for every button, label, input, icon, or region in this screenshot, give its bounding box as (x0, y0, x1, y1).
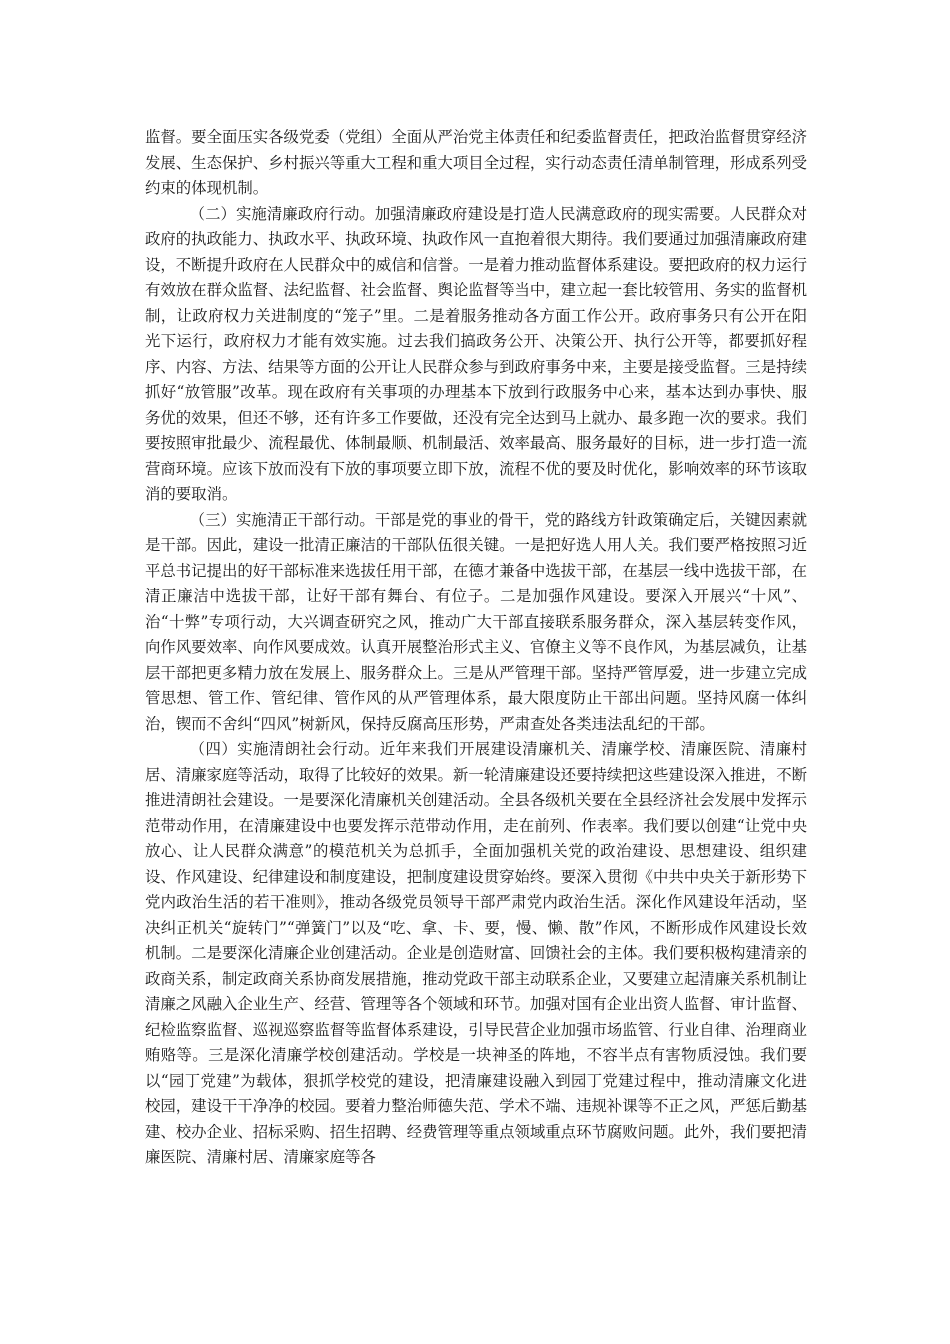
paragraph-clean-society: （四）实施清朗社会行动。近年来我们开展建设清廉机关、清廉学校、清廉医院、清廉村居、清廉家庭等活动，取得了比较好的效果。新一轮清廉建设还要持续把这些建设深入推进，不断推进清朗社会建设。一是要深化清廉机关创建活动。全县各级机关要在全县经济社会发展中发挥示范带动作用，在清廉建设中也要发挥示范带动作用，走在前列、作表率。我们要以创建“让党中央放心、让人民群众满意”的模范机关为总抓手，全面加强机关党的政治建设、思想建设、组织建设、作风建设、纪律建设和制度建设，把制度建设贯穿始终。要深入贯彻《中共中央关于新形势下党内政治生活的若干准则》，推动各级党员领导干部严肃党内政治生活。深化作风建设年活动，坚决纠正机关“旋转门”“弹簧门”以及“吃、拿、卡、要，慢、懒、散”作风，不断形成作风建设长效机制。二是要深化清廉企业创建活动。企业是创造财富、回馈社会的主体。我们要积极构建清亲的政商关系，制定政商关系协商发展措施，推动党政干部主动联系企业，又要建立起清廉关系机制让清廉之风融入企业生产、经营、管理等各个领域和环节。加强对国有企业出资人监督、审计监督、纪检监察监督、巡视巡察监督等监督体系建设，引导民营企业加强市场监管、行业自律、治理商业贿赂等。三是深化清廉学校创建活动。学校是一块神圣的阵地，不容半点有害物质浸蚀。我们要以“园丁党建”为载体，狠抓学校党的建设，把清廉建设融入到园丁党建过程中，推动清廉文化进校园，建设干干净净的校园。要着力整治师德失范、学术不端、违规补课等不正之风，严惩后勤基建、校办企业、招标采购、招生招聘、经费管理等重点领域重点环节腐败问题。此外，我们要把清廉医院、清廉村居、清廉家庭等各 (145, 740, 807, 1166)
paragraph-continuation: 监督。要全面压实各级党委（党组）全面从严治党主体责任和纪委监督责任，把政治监督贯穿经济发展、生态保护、乡村振兴等重大工程和重大项目全过程，实行动态责任清单制管理，形成系列受约束的体现机制。 (145, 128, 807, 197)
document-page (145, 125, 807, 1171)
paragraph-clean-government: （二）实施清廉政府行动。加强清廉政府建设是打造人民满意政府的现实需要。人民群众对政府的执政能力、执政水平、执政环境、执政作风一直抱着很大期待。我们要通过加强清廉政府建设，不断提升政府在人民群众中的威信和信誉。一是着力推动监督体系建设。要把政府的权力运行有效放在群众监督、法纪监督、社会监督、舆论监督等当中，建立起一套比较管用、务实的监督机制，让政府权力关进制度的“笼子”里。二是着服务推动各方面工作公开。政府事务只有公开在阳光下运行，政府权力才能有效实施。过去我们搞政务公开、决策公开、执行公开等，都要抓好程序、内容、方法、结果等方面的公开让人民群众参与到政府事务中来，主要是接受监督。三是持续抓好“放管服”改革。现在政府有关事项的办理基本下放到行政服务中心来，基本达到办事快、服务优的效果，但还不够，还有许多工作要做，还没有完全达到马上就办、最多跑一次的要求。我们要按照审批最少、流程最优、体制最顺、机制最活、效率最高、服务最好的目标，进一步打造一流营商环境。应该下放而没有下放的事项要立即下放，流程不优的要及时优化，影响效率的环节该取消的要取消。 (145, 204, 807, 503)
paragraph-clean-cadres: （三）实施清正干部行动。干部是党的事业的骨干，党的路线方针政策确定后，关键因素就是干部。因此，建设一批清正廉洁的干部队伍很关键。一是把好选人用人关。我们要严格按照习近平总书记提出的好干部标准来选拔任用干部，在德才兼备中选拔干部，在基层一线中选拔干部，在清正廉洁中选拔干部，让好干部有舞台、有位子。二是加强作风建设。要深入开展兴“十风”、治“十弊”专项行动，大兴调查研究之风，推动广大干部直接联系服务群众，深入基层转变作风，向作风要效率、向作风要成效。认真开展整治形式主义、官僚主义等不良作风，为基层减负，让基层干部把更多精力放在发展上、服务群众上。三是从严管理干部。坚持严管厚爱，进一步建立完成管思想、管工作、管纪律、管作风的从严管理体系，最大限度防止干部出问题。坚持风腐一体纠治，锲而不舍纠“四风”树新风，保持反腐高压形势，严肃查处各类违法乱纪的干部。 (145, 510, 807, 733)
